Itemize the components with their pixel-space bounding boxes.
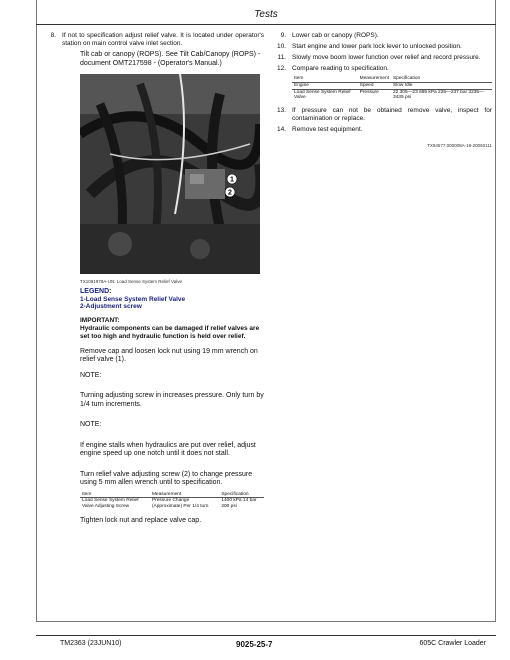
col-header-spec: Specification — [219, 492, 264, 498]
callout-2-label: 2 — [228, 189, 232, 197]
step-text: Lower cab or canopy (ROPS). — [292, 32, 379, 39]
step-11 — [272, 54, 492, 62]
legend-item-2: 2-Adjustment screw — [80, 303, 142, 310]
footer-page-number: 9025-25-7 — [236, 640, 273, 649]
step-number: 8. — [50, 32, 56, 39]
note-label-2: NOTE: — [80, 421, 102, 428]
step-12 — [272, 65, 492, 73]
step-14 — [272, 126, 492, 134]
cell-measurement: Speed — [359, 82, 374, 88]
step-number: 10. — [276, 43, 286, 50]
step-number: 12. — [276, 65, 286, 72]
instruction-tighten: Tighten lock nut and replace valve cap. — [80, 516, 202, 524]
cell-item: Load Sense System Relief Valve Adjusting Screw — [82, 498, 139, 510]
col-header-spec: Specification — [391, 76, 492, 82]
page-header-title: Tests — [254, 9, 278, 20]
cell-spec: Slow Idle — [392, 82, 413, 88]
footer-rule — [36, 635, 496, 636]
step-9 — [272, 32, 492, 40]
step-text: Compare reading to specification. — [292, 65, 389, 72]
right-column — [272, 32, 492, 150]
relief-valve-photo — [80, 74, 260, 274]
reference-code: TX94577,000008A-19-20060111 — [427, 143, 492, 149]
left-column — [42, 32, 264, 525]
pressure-spec-table — [292, 76, 492, 101]
step-number: 14. — [276, 126, 286, 134]
cell-measurement: Pressure Change (Approximate) Per 1/4 turn — [151, 498, 209, 510]
legend-title: LEGEND: — [80, 288, 112, 295]
step-number: 13. — [276, 107, 286, 115]
cell-item: Load Sense System Relief Valve — [292, 89, 358, 101]
step-number: 11. — [277, 54, 286, 61]
col-header-measurement: Measurement — [359, 76, 389, 81]
step-8 — [42, 32, 264, 48]
cell-spec: 22 305—23 685 kPa 225—237 bar 3235—3435 psi — [391, 89, 492, 101]
col-header-item: Item — [80, 492, 150, 498]
cell-item: Engine — [294, 82, 309, 88]
cell-spec: 1400 kPa 14 bar 200 psi — [221, 498, 257, 510]
instruction-turn-screw: Turn relief valve adjusting screw (2) to change pressure using 5 mm allen wrench until to specification. — [80, 470, 253, 486]
figure-code: TX1091978A-UN: Load Sense System Relief Valve — [80, 279, 182, 284]
step-13 — [272, 107, 492, 123]
step-10 — [272, 43, 492, 51]
note-text-stall: If engine stalls when hydraulics are put over relief, adjust engine speed up one notch until it does not stall. — [80, 441, 256, 457]
important-text: Hydraulic components can be damaged if relief valves are set too high and hydraulic function is held over relief. — [80, 324, 260, 340]
important-notice — [80, 317, 264, 341]
step-text: If pressure can not be obtained remove valve, inspect for contamination or replace. — [292, 107, 492, 123]
col-header-measurement: Measurement — [150, 492, 219, 498]
legend — [80, 288, 264, 311]
note-label-1: NOTE: — [80, 371, 102, 379]
footer-doc-id: TM2363 (23JUN10) — [60, 640, 122, 647]
footer-product: 605C Crawler Loader — [419, 640, 486, 647]
relief-valve-photo-illustration — [80, 74, 260, 274]
tilt-cab-note: Tilt cab or canopy (ROPS). See Tilt Cab/Canopy (ROPS) - document OMT217598 - (Operator's Manual.) — [80, 51, 261, 67]
note-text-adjust: Turning adjusting screw in increases pressure. Only turn by 1/4 turn increments. — [80, 392, 264, 408]
step-text: Remove test equipment. — [292, 126, 363, 134]
callout-1-label: 1 — [230, 176, 234, 184]
table-row — [292, 82, 492, 89]
instruction-remove-cap: Remove cap and loosen lock nut using 19 mm wrench on relief valve (1). — [80, 347, 258, 363]
cell-measurement: Pressure — [358, 89, 391, 101]
adjustment-spec-table — [80, 492, 264, 510]
step-text: Start engine and lower park lock lever to unlocked position. — [292, 43, 462, 50]
step-number: 9. — [280, 32, 286, 39]
table-row — [292, 89, 492, 101]
header-rule — [36, 24, 496, 25]
table-row — [80, 498, 264, 510]
legend-item-1: 1-Load Sense System Relief Valve — [80, 295, 186, 303]
col-header-item: Item — [292, 76, 358, 82]
important-label: IMPORTANT: — [80, 316, 120, 324]
step-text: Slowly move boom lower function over relief and record pressure. — [292, 54, 481, 61]
step-text: If not to specification adjust relief valve. It is located under operator's station on main control valve inlet section. — [62, 32, 264, 47]
